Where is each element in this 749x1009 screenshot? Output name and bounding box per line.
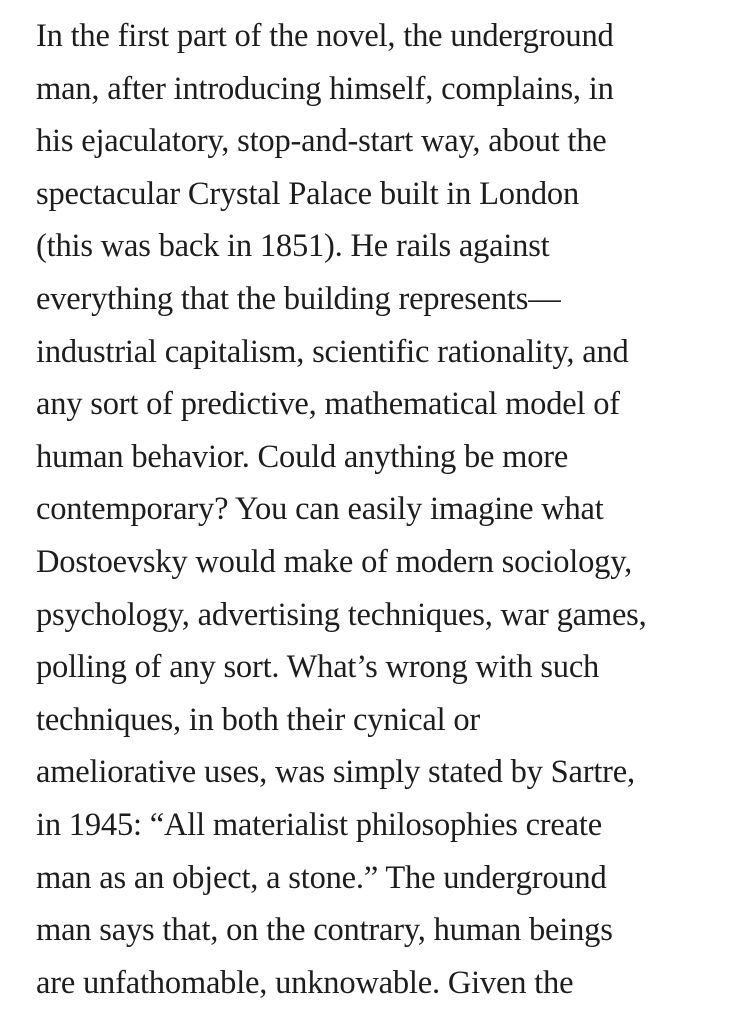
- text-line: psychology, advertising techniques, war games,: [36, 596, 647, 633]
- text-line: In the first part of the novel, the underground: [36, 18, 614, 54]
- text-line: (this was back in 1851). He rails against: [36, 228, 550, 265]
- text-line: Dostoevsky would make of modern sociology,: [36, 543, 633, 580]
- text-line: contemporary? You can easily imagine what: [36, 491, 604, 528]
- text-line: industrial capitalism, scientific rationality, and: [36, 333, 629, 370]
- text-line: in 1945: “All materialist philosophies create: [36, 806, 602, 843]
- text-line: man, after introducing himself, complains, in: [36, 70, 614, 107]
- text-line: polling of any sort. What’s wrong with such: [36, 649, 600, 686]
- text-line: any sort of predictive, mathematical model of: [36, 386, 620, 423]
- text-line: everything that the building represents—: [36, 280, 561, 317]
- text-line: his ejaculatory, stop-and-start way, about the: [36, 123, 607, 160]
- text-line: spectacular Crystal Palace built in London: [36, 175, 580, 212]
- text-line: man as an object, a stone.” The underground: [36, 859, 607, 896]
- text-line: techniques, in both their cynical or: [36, 701, 481, 738]
- article-paragraph: [36, 10, 741, 1009]
- text-line: man says that, on the contrary, human beings: [36, 912, 613, 949]
- text-line: human behavior. Could anything be more: [36, 438, 569, 475]
- text-line: ameliorative uses, was simply stated by Sartre,: [36, 754, 635, 791]
- text-line: are unfathomable, unknowable. Given the: [36, 964, 574, 1001]
